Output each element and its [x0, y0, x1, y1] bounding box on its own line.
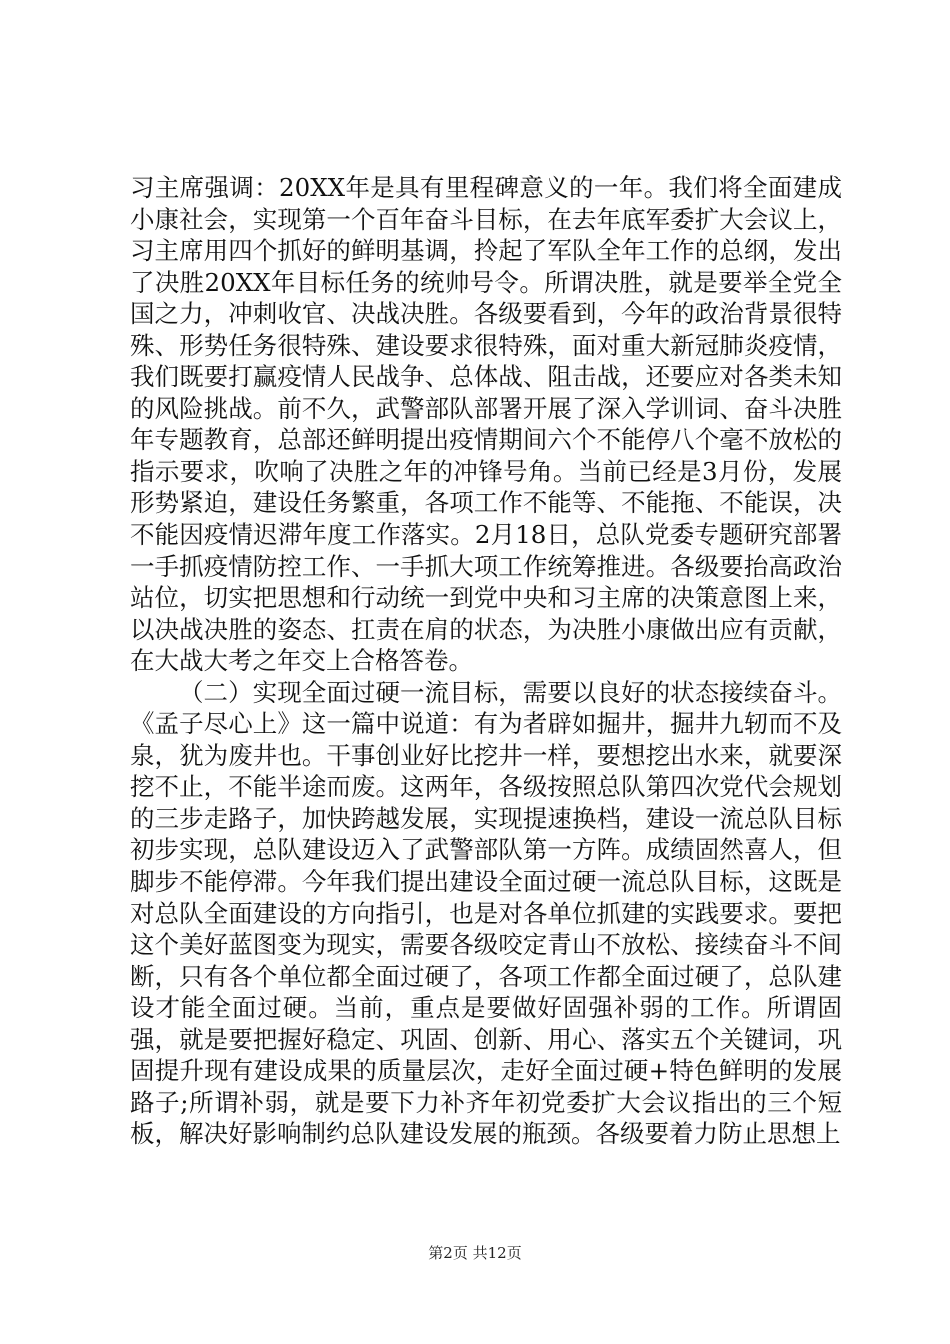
paragraph-2: （二）实现全面过硬一流目标，需要以良好的状态接续奋斗。《孟子尽心上》这一篇中说道：有为者辟如掘井，掘井九轫而不及泉，犹为废井也。干事创业好比挖井一样，要想挖出水来，就要深挖不止，不能半途而废。这两年，各级按照总队第四次党代会规划的三步走路子，加快跨越发展，实现提速换档，建设一流总队目标初步实现，总队建设迈入了武警部队第一方阵。成绩固然喜人，但脚步不能停滞。今年我们提出建设全面过硬一流总队目标，这既是对总队全面建设的方向指引，也是对各单位抓建的实践要求。要把这个美好蓝图变为现实，需要各级咬定青山不放松、接续奋斗不间断，只有各个单位都全面过硬了，各项工作都全面过硬了，总队建设才能全面过硬。当前，重点是要做好固强补弱的工作。所谓固强，就是要把握好稳定、巩固、创新、用心、落实五个关键词，巩固提升现有建设成果的质量层次，走好全面过硬+特色鲜明的发展路子;所谓补弱，就是要下力补齐年初党委扩大会议指出的三个短板，解决好影响制约总队建设发展的瓶颈。各级要着力防止思想上	[130, 677, 842, 1149]
page-footer: 第2页 共12页	[428, 1244, 522, 1262]
document-body	[130, 172, 842, 1150]
paragraph-1: 习主席强调：20XX年是具有里程碑意义的一年。我们将全面建成小康社会，实现第一个百年奋斗目标，在去年底军委扩大会议上，习主席用四个抓好的鲜明基调，拎起了军队全年工作的总纲，发出了决胜20XX年目标任务的统帅号令。所谓决胜，就是要举全党全国之力，冲刺收官、决战决胜。各级要看到，今年的政治背景很特殊、形势任务很特殊、建设要求很特殊，面对重大新冠肺炎疫情，我们既要打赢疫情人民战争、总体战、阻击战，还要应对各类未知的风险挑战。前不久，武警部队部署开展了深入学训词、奋斗决胜年专题教育，总部还鲜明提出疫情期间六个不能停八个毫不放松的指示要求，吹响了决胜之年的冲锋号角。当前已经是3月份，发展形势紧迫，建设任务繁重，各项工作不能等、不能拖、不能误，决不能因疫情迟滞年度工作落实。2月18日，总队党委专题研究部署一手抓疫情防控工作、一手抓大项工作统筹推进。各级要抬高政治站位，切实把思想和行动统一到党中央和习主席的决策意图上来，以决战决胜的姿态、扛责在肩的状态，为决胜小康做出应有贡献，在大战大考之年交上合格答卷。	[130, 173, 842, 676]
